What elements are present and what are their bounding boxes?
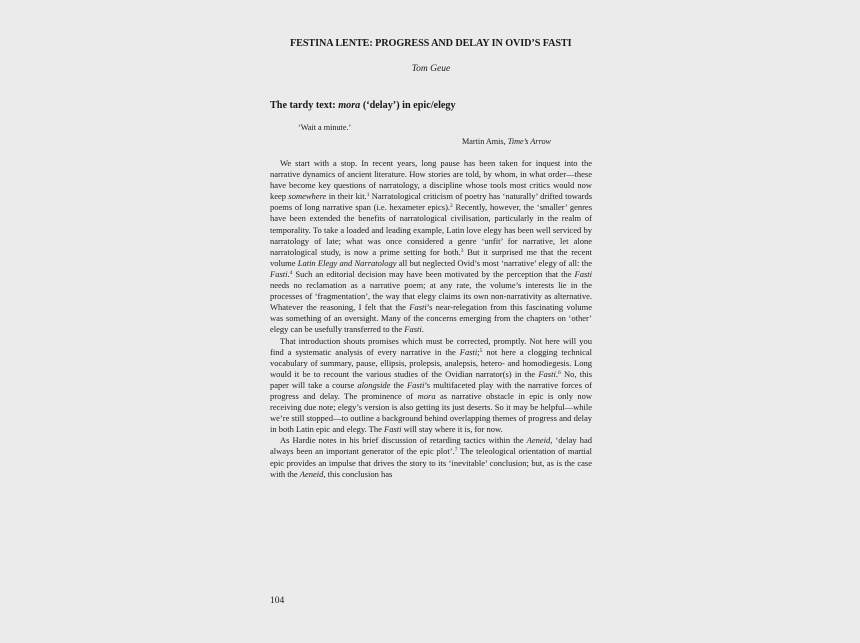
epigraph-author: Martin Amis, [462, 137, 506, 146]
footnote-marker: 4 [289, 269, 293, 276]
section-heading-word: mora [338, 100, 361, 111]
author-name: Tom Geue [411, 64, 451, 74]
epigraph-attribution [462, 137, 551, 146]
text-run: Such an editorial decision may have been motivated by the perception that the [292, 268, 575, 279]
text-run: The teleological orientation of martial epic provides an impulse that drives the story to its ‘inevitable’ conclusion; but, as is the case with the [270, 446, 592, 479]
footnote-marker: 1 [366, 192, 370, 199]
italic-text: alongside [357, 379, 391, 390]
body-paragraph [270, 336, 592, 436]
text-run: ’s near-relegation from this fascinating volume was something of an oversight. Many of the concerns emerging from the chapters on ‘other’ elegy can be usefully transferred to the [270, 302, 593, 335]
text-run: as narrative obstacle in epic is only now receiving due note; elegy’s version is also getting its just deserts. So it may be helpful—while we’re still stopped—to outline a background behind overlapping themes of progress and delay in both Latin epic and elegy. The [270, 390, 592, 435]
article-title: FESTINA LENTE: PROGRESS AND DELAY IN OVID’S FASTI [290, 38, 572, 49]
italic-text: Fasti [404, 324, 422, 335]
text-run: ; [477, 346, 480, 357]
italic-text: Fasti [270, 268, 288, 279]
epigraph-quote: ‘Wait a minute.’ [298, 123, 352, 132]
italic-text: Fasti [459, 346, 478, 357]
text-run: the [390, 379, 407, 390]
text-run: That introduction shouts promises which must be corrected, promptly. Not here will you find a systematic analysis of every narrative in the [270, 335, 592, 357]
text-run: not here a clogging technical vocabulary of summary, pause, ellipsis, prolepsis, analepsis, hetero- and homodiegesis. Long would it be to recount the various studies of the Ovidian narrator(s) in the [270, 346, 592, 379]
text-run: in their kit. [326, 191, 367, 202]
footnote-marker: 3 [460, 247, 464, 254]
italic-text: Latin Elegy and Narratology [297, 257, 397, 268]
body-text [270, 158, 592, 480]
footnote-marker: 5 [479, 347, 483, 354]
text-run: . [287, 268, 290, 279]
text-run: will stay where it is, for now. [401, 424, 503, 435]
text-run: We start with a stop. In recent years, long pause has been taken for inquest into the narrative dynamics of ancient literature. How stories are told, by whom, in what order—these have become key questions of narratology, a discipline whose tools most critics would now keep [270, 158, 592, 202]
italic-text: Fasti [406, 379, 425, 390]
page [270, 0, 592, 643]
text-run: all but neglected Ovid’s most ‘narrative’ elegy of all: the [396, 257, 592, 268]
text-run: , ‘delay had always been an important generator of the epic plot’. [270, 435, 592, 457]
text-run: ’s multifaceted play with the narrative forces of progress and delay. The prominence of [270, 379, 593, 401]
text-run: No, this paper will take a course [270, 368, 592, 390]
text-run: As Hardie notes in his brief discussion of retarding tactics within the [280, 435, 527, 446]
body-paragraph [270, 435, 592, 479]
section-heading-prefix: The tardy text: [270, 100, 339, 111]
italic-text: Aeneid [299, 468, 324, 479]
text-run: But it surprised me that the recent volume [270, 246, 592, 268]
italic-text: Fasti [574, 268, 592, 279]
footnote-marker: 7 [454, 447, 458, 454]
text-run: , this conclusion has [323, 468, 393, 479]
text-run: needs no reclamation as a narrative poem; at any rate, the volume’s interests lie in the processes of ‘fragmentation’, the way that elegy claims its own non-narrativity as alternative. Whatever the reasoning, I felt that the [270, 280, 592, 313]
body-paragraph [270, 158, 592, 336]
footnote-marker: 6 [557, 369, 561, 376]
footnote-marker: 2 [450, 203, 453, 210]
text-run: Narratological criticism of poetry has ‘naturally’ drifted towards poems of long narrative span (i.e. hexameter epics). [270, 191, 593, 213]
page-number: 104 [270, 596, 285, 606]
italic-text: mora [417, 390, 436, 401]
text-run: Recently, however, the ‘smaller’ genres have been extended the benefits of narratological civilisation, particularly in the realm of temporality. To take a loaded and leading example, Latin love elegy has been well serviced by narratology of late; what was once considered a genre ‘unfit’ for narrative, let alone narratological study, is now a prime setting for both. [270, 202, 592, 257]
section-heading [270, 100, 456, 111]
text-run: . [555, 368, 558, 379]
italic-text: Fasti [538, 368, 556, 379]
text-run: . [421, 324, 424, 335]
section-heading-suffix: (‘delay’) in epic/elegy [360, 100, 456, 111]
italic-text: Fasti [409, 302, 427, 313]
italic-text: Aeneid [526, 435, 551, 446]
epigraph-work: Time’s Arrow [507, 137, 552, 146]
italic-text: Fasti [384, 424, 402, 435]
italic-text: somewhere [288, 191, 327, 202]
